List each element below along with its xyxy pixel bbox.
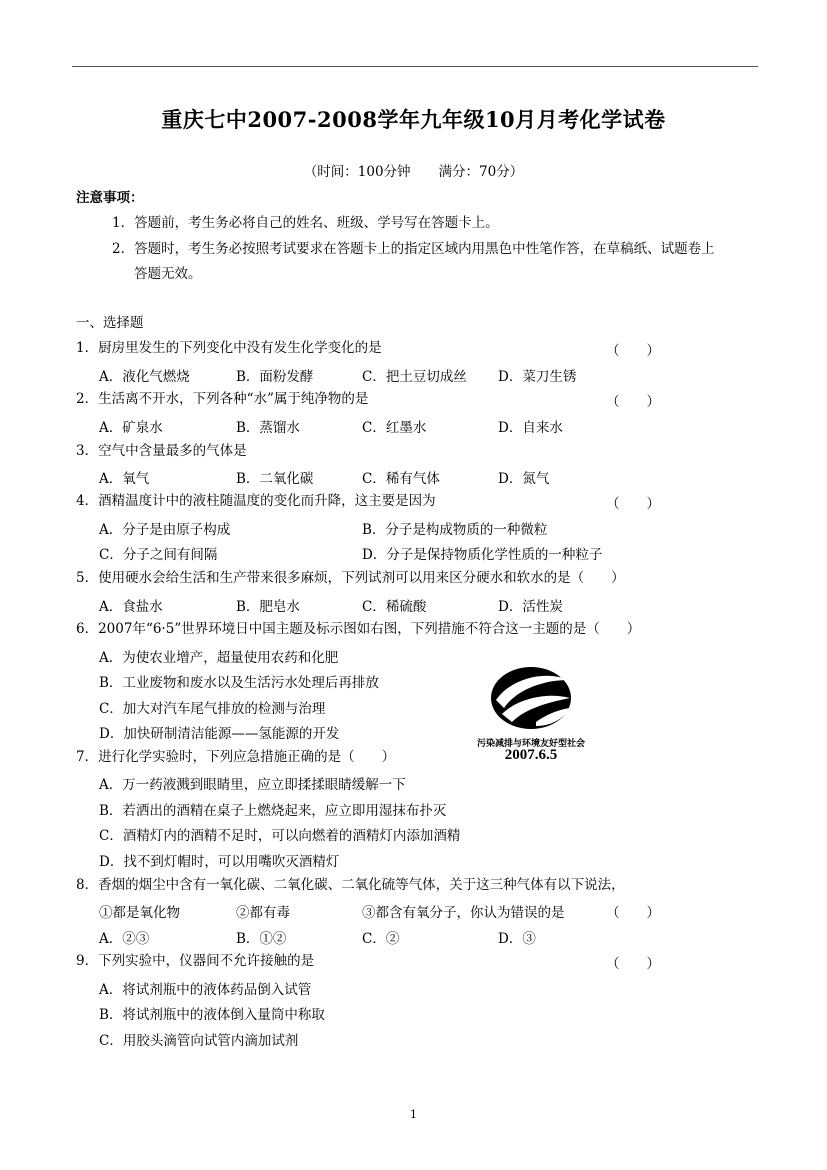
q8-option-d: D．③ <box>498 931 536 947</box>
question-7-stem: 7．进行化学实验时，下列应急措施正确的是（ ） <box>76 749 396 765</box>
q3-option-c: C．稀有气体 <box>362 471 440 487</box>
q1-option-d: D．菜刀生锈 <box>498 369 577 385</box>
question-2-stem: 2．生活离不开水，下列各种“水”属于纯净物的是 <box>76 391 369 407</box>
q7-option-a: A．万一药液溅到眼睛里，应立即揉揉眼睛缓解一下 <box>99 777 406 793</box>
q9-option-a: A．将试剂瓶中的液体药品倒入试管 <box>99 982 312 998</box>
q7-option-c: C．酒精灯内的酒精不足时，可以向燃着的酒精灯内添加酒精 <box>99 828 461 844</box>
question-3-stem: 3．空气中含量最多的气体是 <box>76 443 247 459</box>
q2-option-b: B．蒸馏水 <box>236 420 300 436</box>
q5-option-b: B．肥皂水 <box>236 599 300 615</box>
question-6-stem: 6．2007年“6·5”世界环境日中国主题及标示图如右图，下列措施不符合这一主题的是（ ） <box>76 621 641 637</box>
q2-option-d: D．自来水 <box>498 420 563 436</box>
question-8-stem: 8．香烟的烟尘中含有一氧化碳、二氧化碳、二氧化硫等气体，关于这三种气体有以下说法， <box>76 877 625 893</box>
q4-option-c: C．分子之间有间隔 <box>99 547 218 563</box>
notes-item-2-cont: 答题无效。 <box>134 266 202 282</box>
answer-paren: （ ） <box>606 394 660 410</box>
q8-option-a: A．②③ <box>99 931 150 947</box>
q4-option-b: B．分子是构成物质的一种微粒 <box>362 522 548 538</box>
question-4-stem: 4．酒精温度计中的液柱随温度的变化而升降，这主要是因为 <box>76 493 436 509</box>
q5-option-d: D．活性炭 <box>498 599 563 615</box>
q8-statement-2: ②都有毒 <box>236 905 290 921</box>
logo-caption: 污染减排与环境友好型社会 <box>476 739 585 749</box>
q6-option-c: C．加大对汽车尾气排放的检测与治理 <box>99 701 326 717</box>
q4-option-a: A．分子是由原子构成 <box>99 522 231 538</box>
question-9-stem: 9．下列实验中，仪器间不允许接触的是 <box>76 953 315 969</box>
q8-statement-1: ①都是氧化物 <box>99 905 180 921</box>
exam-info <box>0 163 827 181</box>
q3-option-b: B．二氧化碳 <box>236 471 314 487</box>
notes-heading: 注意事项： <box>76 190 144 206</box>
q7-option-d: D．找不到灯帽时，可以用嘴吹灭酒精灯 <box>99 854 340 870</box>
q2-option-c: C．红墨水 <box>362 420 427 436</box>
answer-paren: （ ） <box>606 496 660 512</box>
q6-option-b: B．工业废物和废水以及生活污水处理后再排放 <box>99 675 379 691</box>
answer-paren: （ ） <box>606 905 660 921</box>
section-heading: 一、选择题 <box>76 315 144 331</box>
q8-option-b: B．①② <box>236 931 287 947</box>
q4-option-d: D．分子是保持物质化学性质的一种粒子 <box>362 547 603 563</box>
answer-paren: （ ） <box>606 956 660 972</box>
exam-title: 重庆七中2007-2008学年九年级10月月考化学试卷 <box>161 107 666 132</box>
q3-option-d: D．氮气 <box>498 471 550 487</box>
q6-option-d: D．加快研制清洁能源——氢能源的开发 <box>99 726 340 742</box>
q9-option-c: C．用胶头滴管向试管内滴加试剂 <box>99 1033 299 1049</box>
header-rule <box>72 66 758 67</box>
question-1-stem: 1．厨房里发生的下列变化中没有发生化学变化的是 <box>76 340 382 356</box>
page-number: 1 <box>410 1108 417 1121</box>
q1-option-b: B．面粉发酵 <box>236 369 314 385</box>
q1-option-c: C．把土豆切成丝 <box>362 369 467 385</box>
q2-option-a: A．矿泉水 <box>99 420 163 436</box>
q8-statement-3: ③都含有氧分子，你认为错误的是 <box>362 905 565 921</box>
exam-score: 满分：70分） <box>438 164 524 180</box>
answer-paren: （ ） <box>606 343 660 359</box>
exam-time: （时间：100分钟 <box>303 164 411 180</box>
q5-option-c: C．稀硫酸 <box>362 599 427 615</box>
notes-item-1: 1．答题前，考生务必将自己的姓名、班级、学号写在答题卡上。 <box>112 215 499 231</box>
q8-option-c: C．② <box>362 931 400 947</box>
logo-date: 2007.6.5 <box>504 747 558 763</box>
q5-option-a: A．食盐水 <box>99 599 163 615</box>
q1-option-a: A．液化气燃烧 <box>99 369 190 385</box>
q3-option-a: A．氧气 <box>99 471 150 487</box>
notes-item-2: 2．答题时，考生务必按照考试要求在答题卡上的指定区域内用黑色中性笔作答，在草稿纸、试题卷上 <box>112 241 715 257</box>
q7-option-b: B．若洒出的酒精在桌子上燃烧起来，应立即用湿抹布扑灭 <box>99 803 447 819</box>
q9-option-b: B．将试剂瓶中的液体倒入量筒中称取 <box>99 1007 325 1023</box>
q6-option-a: A．为使农业增产，超量使用农药和化肥 <box>99 650 339 666</box>
question-5-stem: 5．使用硬水会给生活和生产带来很多麻烦，下列试剂可以用来区分硬水和软水的是（ ） <box>76 570 625 586</box>
